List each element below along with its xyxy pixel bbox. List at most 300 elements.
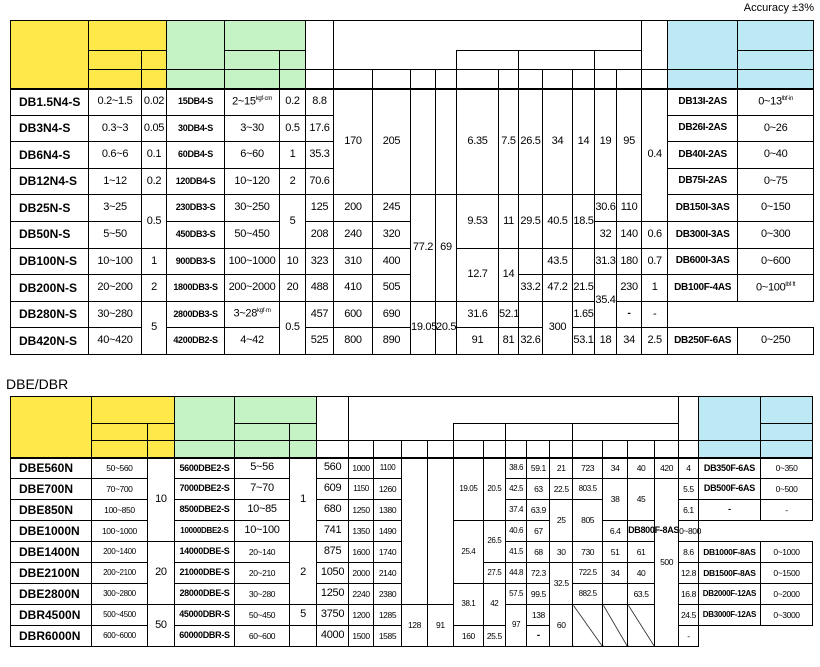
L1-cell: 805 <box>573 500 603 542</box>
grad-cell: 1 <box>142 248 167 275</box>
L-cell: 1350 <box>349 521 374 542</box>
col-sqa <box>457 70 499 89</box>
L0-cell: 180 <box>617 248 642 275</box>
sqa-cell: 9.53 <box>457 195 499 248</box>
metric-model-cell: 5600DBE2-S <box>174 458 234 479</box>
h-cell: 40.5 <box>543 195 573 248</box>
L-cell: 1500 <box>349 626 374 647</box>
sqa-cell: 12.7 <box>457 248 499 301</box>
american-model-cell: DB1500F-8AS <box>698 563 760 584</box>
si-model-cell: DBE2800N <box>11 584 92 605</box>
blank <box>225 70 280 89</box>
grad-cell: 5 <box>142 301 167 354</box>
si-model-cell: DB12N4-S <box>11 168 89 195</box>
e-cell <box>519 248 543 275</box>
american-model-cell: DB1000F-8AS <box>698 542 760 563</box>
section-title-dbe-dbr: DBE/DBR <box>6 376 69 392</box>
db-spec-table <box>10 20 814 355</box>
blank <box>167 70 225 89</box>
e-cell: 97 <box>505 605 527 647</box>
capacity2-cell: 30~250 <box>225 195 280 222</box>
weight-unit <box>642 70 668 89</box>
capacity-cell: 50~560 <box>91 458 147 479</box>
R-cell <box>519 301 543 328</box>
si-model-cell: DB25N-S <box>11 195 89 222</box>
blank <box>280 70 306 89</box>
accuracy-note: Accuracy ±3% <box>743 2 814 14</box>
e-cell: 26.5 <box>519 89 543 195</box>
force-cell: 488 <box>306 275 334 302</box>
sqa-cell: 38.1 <box>453 584 483 626</box>
blank <box>290 441 317 458</box>
metric-model-cell: 30DB4-S <box>167 115 225 142</box>
weight-cell: 6.4 <box>603 521 628 542</box>
capacity2-cell: 20~210 <box>235 563 290 584</box>
capacity3-cell: 0~250 <box>738 328 814 355</box>
grad2-cell: 2 <box>280 168 306 195</box>
si-model-cell: DBE560N <box>11 458 92 479</box>
si-model-cell: DB420N-S <box>11 328 89 355</box>
L-cell: 2000 <box>349 563 374 584</box>
B-cell: 77.2 <box>411 195 436 301</box>
b-cell: 7.5 <box>499 89 519 195</box>
capacity-cell: 70~700 <box>91 479 147 500</box>
capacity3-cell: 0~1500 <box>761 563 813 584</box>
grad2-header <box>280 51 306 70</box>
metric-model-header <box>174 397 234 441</box>
force-cell: 4000 <box>316 626 348 647</box>
Lp-cell: 505 <box>373 275 411 302</box>
L0-cell: 230 <box>617 275 642 302</box>
metric-model-header <box>167 21 225 70</box>
L1-cell: 723 <box>573 458 603 479</box>
col-R <box>550 441 573 458</box>
R-cell: 25 <box>550 500 573 542</box>
col-Lp <box>373 70 411 89</box>
capacity3-cell: $0\sim 13^{lbf\cdot in}$ <box>738 89 814 116</box>
Lp-cell: 320 <box>373 221 411 248</box>
american-model-cell: DB300I-3AS <box>668 221 738 248</box>
body-header <box>595 51 642 70</box>
capacity3-cell: 0~75 <box>738 168 814 195</box>
L-cell: 410 <box>334 275 373 302</box>
american-model-header <box>668 21 738 70</box>
sqa-cell: 6.35 <box>457 89 499 195</box>
Lp-cell: 1740 <box>374 542 402 563</box>
si-model-cell: DB6N4-S <box>11 142 89 169</box>
force-cell: 525 <box>306 328 334 355</box>
e-cell: 37.4 <box>505 500 527 521</box>
sq-drive-header <box>457 51 519 70</box>
capacity-cell: 40~420 <box>89 328 142 355</box>
si-model-header <box>11 397 92 458</box>
grad2-cell: 5 <box>280 195 306 248</box>
B-cell <box>411 89 436 195</box>
head-header <box>505 424 572 441</box>
metric-model-cell: 7000DBE2-S <box>174 479 234 500</box>
minmax2-header <box>225 51 280 70</box>
blank <box>668 70 738 89</box>
capacity2-cell: 10~85 <box>235 500 290 521</box>
american-model-cell: DB3000F-12AS <box>698 605 760 626</box>
weight-cell: 5.5 <box>679 479 699 500</box>
metric-model-cell: 4200DB2-S <box>167 328 225 355</box>
L-cell: 1000 <box>349 458 374 479</box>
R-cell <box>573 248 595 275</box>
capacity3-cell: 0~150 <box>738 195 814 222</box>
capacity2-cell: 100~1000 <box>225 248 280 275</box>
weight-cell: 8.6 <box>679 542 699 563</box>
capacity2-cell: 60~600 <box>235 626 290 647</box>
capacity3-cell: - <box>642 301 668 328</box>
Lp-cell: 1285 <box>374 605 402 626</box>
d0-cell: 40 <box>628 458 655 479</box>
force-cell: 1050 <box>316 563 348 584</box>
metric-model-cell: 60DB4-S <box>167 142 225 169</box>
Lp-cell: 1490 <box>374 521 402 542</box>
b-cell: 42 <box>483 584 505 626</box>
si-model-cell: DBE1000N <box>11 521 92 542</box>
capacity3-cell: - <box>761 500 813 521</box>
capacity-cell: 0.2~1.5 <box>89 89 142 116</box>
L1-cell: 803.5 <box>573 479 603 500</box>
D-cell <box>427 458 453 605</box>
blank <box>698 441 760 458</box>
american-model-cell: - <box>617 301 642 328</box>
blank <box>738 70 814 89</box>
capacity3-header <box>761 397 813 424</box>
weight-header <box>679 397 699 441</box>
force-cell: 3750 <box>316 605 348 626</box>
R-cell: 18 <box>595 328 617 355</box>
Lp-cell: 890 <box>373 328 411 355</box>
capacity2-cell: $2\sim 15^{kgf\cdot cm}$ <box>225 89 280 116</box>
metric-model-cell: 120DB4-S <box>167 168 225 195</box>
e-cell: 57.5 <box>505 584 527 605</box>
L0-cell: 95 <box>617 89 642 195</box>
d0-cell: 61 <box>628 542 655 563</box>
capacity3-cell: 0~300 <box>738 221 814 248</box>
si-model-cell: DBE1400N <box>11 542 92 563</box>
force-cell: 609 <box>316 479 348 500</box>
grad-header <box>147 424 174 441</box>
capacity2-cell: 6~60 <box>225 142 280 169</box>
Lp-cell: 205 <box>373 89 411 195</box>
e-cell: 41.5 <box>505 542 527 563</box>
grad2-cell: 0.2 <box>280 89 306 116</box>
d-cell: 34 <box>603 458 628 479</box>
metric-model-cell: 21000DBE-S <box>174 563 234 584</box>
d-cell: 34 <box>617 328 642 355</box>
weight-unit <box>679 441 699 458</box>
si-model-cell: DBR4500N <box>11 605 92 626</box>
american-model-cell: DB500F-6AS <box>698 479 760 500</box>
si-model-cell: DB280N-S <box>11 301 89 328</box>
h-cell: 138 <box>527 605 550 626</box>
col-B <box>411 70 436 89</box>
capacity2-cell: 50~450 <box>225 221 280 248</box>
blank <box>91 441 147 458</box>
american-model-cell: DB40I-2AS <box>668 142 738 169</box>
force-cell: 875 <box>316 542 348 563</box>
force-cell: 1250 <box>316 584 348 605</box>
grad-cell: 0.5 <box>142 195 167 248</box>
si-model-cell: DB3N4-S <box>11 115 89 142</box>
b-cell: 26.5 <box>483 521 505 563</box>
R-cell: 14 <box>573 89 595 195</box>
col-d <box>595 70 617 89</box>
weight-cell: 1.65 <box>573 301 595 328</box>
blank <box>235 441 290 458</box>
L-cell: 170 <box>334 89 373 195</box>
grad-cell: 0.2 <box>142 168 167 195</box>
Lp-cell: 1585 <box>374 626 402 647</box>
grad2-cell: 1 <box>290 458 317 542</box>
L-cell: 1150 <box>349 479 374 500</box>
col-D <box>436 70 457 89</box>
capacity-cell: 100~850 <box>91 500 147 521</box>
col-b <box>483 441 505 458</box>
L-cell: 1600 <box>349 542 374 563</box>
metric-model-cell: 900DB3-S <box>167 248 225 275</box>
force-cell: 125 <box>306 195 334 222</box>
L-cell: 1250 <box>349 500 374 521</box>
capacity2-cell: 20~140 <box>235 542 290 563</box>
blank <box>174 441 234 458</box>
blank <box>761 441 813 458</box>
force-cell: 17.6 <box>306 115 334 142</box>
minmax-header <box>91 424 147 441</box>
grad2-cell: 5 <box>290 605 317 626</box>
blank <box>147 441 174 458</box>
capacity2-cell: 30~280 <box>235 584 290 605</box>
dim-blank <box>349 424 454 441</box>
capacity2-cell: 50~450 <box>235 605 290 626</box>
weight-cell: 24.5 <box>679 605 699 626</box>
weight-header <box>642 21 668 70</box>
capacity-header <box>91 397 174 424</box>
L1-cell: 882.5 <box>573 584 603 605</box>
capacity-cell: 0.6~6 <box>89 142 142 169</box>
capacity2-cell: 4~42 <box>225 328 280 355</box>
col-L <box>349 441 374 458</box>
grad-cell: 2 <box>142 275 167 302</box>
american-model-cell: - <box>698 500 760 521</box>
e-cell: 31.6 <box>457 301 499 328</box>
h-cell: 59.1 <box>527 458 550 479</box>
capacity-cell: 3~25 <box>89 195 142 222</box>
e-cell: 44.8 <box>505 563 527 584</box>
col-b <box>499 70 519 89</box>
R-cell: 22.5 <box>550 479 573 500</box>
grad2-cell: 10 <box>280 248 306 275</box>
metric-model-cell: 15DB4-S <box>167 89 225 116</box>
col-Lp <box>374 441 402 458</box>
d-cell: 38 <box>603 479 628 521</box>
grad2-cell <box>290 626 317 647</box>
metric-model-cell: 1800DB3-S <box>167 275 225 302</box>
capacity-header <box>89 21 167 51</box>
american-model-header <box>698 397 760 441</box>
force-cell: 680 <box>316 500 348 521</box>
L-cell: 600 <box>334 301 373 328</box>
minmax2-header <box>235 424 290 441</box>
american-model-cell: DB800F-8AS <box>628 521 655 542</box>
capacity3-cell: 0~600 <box>738 248 814 275</box>
capacity-cell: 5~50 <box>89 221 142 248</box>
grad2-cell: 0.5 <box>280 301 306 354</box>
e-cell: 33.2 <box>519 275 543 302</box>
dimension-header <box>349 397 679 424</box>
weight-cell: 0.4 <box>642 89 668 222</box>
h-cell: 43.5 <box>543 248 573 275</box>
capacity3-cell: $0\sim 100^{lbf\cdot ft}$ <box>738 275 814 302</box>
grad-cell: 0.05 <box>142 115 167 142</box>
minmax-header <box>89 51 142 70</box>
b-cell: 14 <box>499 248 519 301</box>
h-cell: 72.3 <box>527 563 550 584</box>
capacity3-cell: 0~800 <box>679 521 699 542</box>
blank <box>142 70 167 89</box>
capacity3-cell: 0~40 <box>738 142 814 169</box>
weight-cell: 4 <box>679 458 699 479</box>
R-cell: 60 <box>550 605 573 647</box>
grad2-cell: 20 <box>280 275 306 302</box>
col-L0 <box>617 70 642 89</box>
weight-cell: 12.8 <box>679 563 699 584</box>
force-unit <box>316 441 348 458</box>
si-model-cell: DB1.5N4-S <box>11 89 89 116</box>
h-cell: 67 <box>527 521 550 542</box>
force-cell: 323 <box>306 248 334 275</box>
weight-cell: 25.5 <box>483 626 505 647</box>
grad2-cell: 1 <box>280 142 306 169</box>
b-cell: 20.5 <box>483 458 505 521</box>
capacity2-cell: 10~100 <box>235 521 290 542</box>
col-L0 <box>655 441 679 458</box>
sqa-cell: 19.05 <box>453 458 483 521</box>
col-e <box>519 70 543 89</box>
L1-cell-empty <box>573 605 603 647</box>
col-sqa <box>453 441 483 458</box>
e-cell: 40.6 <box>505 521 527 542</box>
capacity3-cell: 0~3000 <box>761 605 813 626</box>
h-cell: 63 <box>527 479 550 500</box>
grad-cell: 50 <box>147 605 174 647</box>
h-cell: 47.2 <box>543 275 573 302</box>
american-model-cell: DB100F-4AS <box>668 275 738 302</box>
L-cell: 310 <box>334 248 373 275</box>
b-cell: 11 <box>499 195 519 248</box>
capacity-cell: 0.3~3 <box>89 115 142 142</box>
h-cell: 63.9 <box>527 500 550 521</box>
minmax3-header <box>761 424 813 441</box>
D-cell: 91 <box>427 605 453 647</box>
capacity3-cell: 0~26 <box>738 115 814 142</box>
col-D <box>427 441 453 458</box>
dim-blank <box>334 51 457 70</box>
L-cell: 200 <box>334 195 373 222</box>
L-cell: 240 <box>334 221 373 248</box>
american-model-cell: DB13I-2AS <box>668 89 738 116</box>
col-L <box>334 70 373 89</box>
metric-model-cell: 230DB3-S <box>167 195 225 222</box>
Lp-cell: 400 <box>373 248 411 275</box>
american-model-cell: DB26I-2AS <box>668 115 738 142</box>
d0-cell: 45 <box>628 479 655 521</box>
metric-model-cell: 28000DBE-S <box>174 584 234 605</box>
d-cell: 30.6 <box>595 195 617 222</box>
capacity3-cell: 0~350 <box>761 458 813 479</box>
capacity2-cell: 10~120 <box>225 168 280 195</box>
si-model-cell: DBR6000N <box>11 626 92 647</box>
grad-header <box>142 51 167 70</box>
col-h <box>527 441 550 458</box>
capacity3-cell: - <box>679 626 699 647</box>
dimension-header <box>334 21 642 51</box>
capacity-cell: 1~12 <box>89 168 142 195</box>
e-cell: 42.5 <box>505 479 527 500</box>
weight-cell: 0.7 <box>642 248 668 275</box>
d0-cell: 40 <box>628 563 655 584</box>
d-cell: 34 <box>603 563 628 584</box>
d-cell: 35.4 <box>595 275 617 328</box>
force-cell: 8.8 <box>306 89 334 116</box>
h-cell: 34 <box>543 89 573 195</box>
capacity-cell: 200~2100 <box>91 563 147 584</box>
L0-cell: 300 <box>543 301 573 354</box>
capacity2-cell: 5~56 <box>235 458 290 479</box>
Lp-cell: 1100 <box>374 458 402 479</box>
L-cell: 1200 <box>349 605 374 626</box>
blank <box>89 70 142 89</box>
metric-model-cell: 2800DB3-S <box>167 301 225 328</box>
grad-cell: 10 <box>147 458 174 542</box>
metric-model-cell: 60000DBR-S <box>174 626 234 647</box>
head-header <box>519 51 595 70</box>
american-model-cell: DB350F-6AS <box>698 458 760 479</box>
weight-cell: 16.8 <box>679 584 699 605</box>
capacity2-header <box>235 397 317 424</box>
capacity-cell: 600~6000 <box>91 626 147 647</box>
si-model-cell: DBE2100N <box>11 563 92 584</box>
metric-model-cell: 8500DBE2-S <box>174 500 234 521</box>
si-model-cell: DB50N-S <box>11 221 89 248</box>
capacity-cell: 10~100 <box>89 248 142 275</box>
american-model-cell: DB250F-6AS <box>668 328 738 355</box>
si-model-cell: DB100N-S <box>11 248 89 275</box>
grad2-cell: 0.5 <box>280 115 306 142</box>
force-unit <box>306 70 334 89</box>
weight-cell: 1 <box>642 275 668 302</box>
D-cell <box>436 89 457 195</box>
si-model-cell: DB200N-S <box>11 275 89 302</box>
Lp-cell: 1260 <box>374 479 402 500</box>
force-cell: 70.6 <box>306 168 334 195</box>
Lp-cell: 2380 <box>374 584 402 605</box>
weight-cell: 2.5 <box>642 328 668 355</box>
capacity3-cell: 0~500 <box>761 479 813 500</box>
american-model-cell: - <box>527 626 550 647</box>
B-cell <box>402 458 428 605</box>
h-cell: 53.1 <box>573 328 595 355</box>
d-cell <box>603 584 628 605</box>
metric-model-cell: 10000DBE2-S <box>174 521 234 542</box>
force-cell: 208 <box>306 221 334 248</box>
b-cell: 27.5 <box>483 563 505 584</box>
col-d <box>603 441 628 458</box>
capacity-cell: 500~4500 <box>91 605 147 626</box>
